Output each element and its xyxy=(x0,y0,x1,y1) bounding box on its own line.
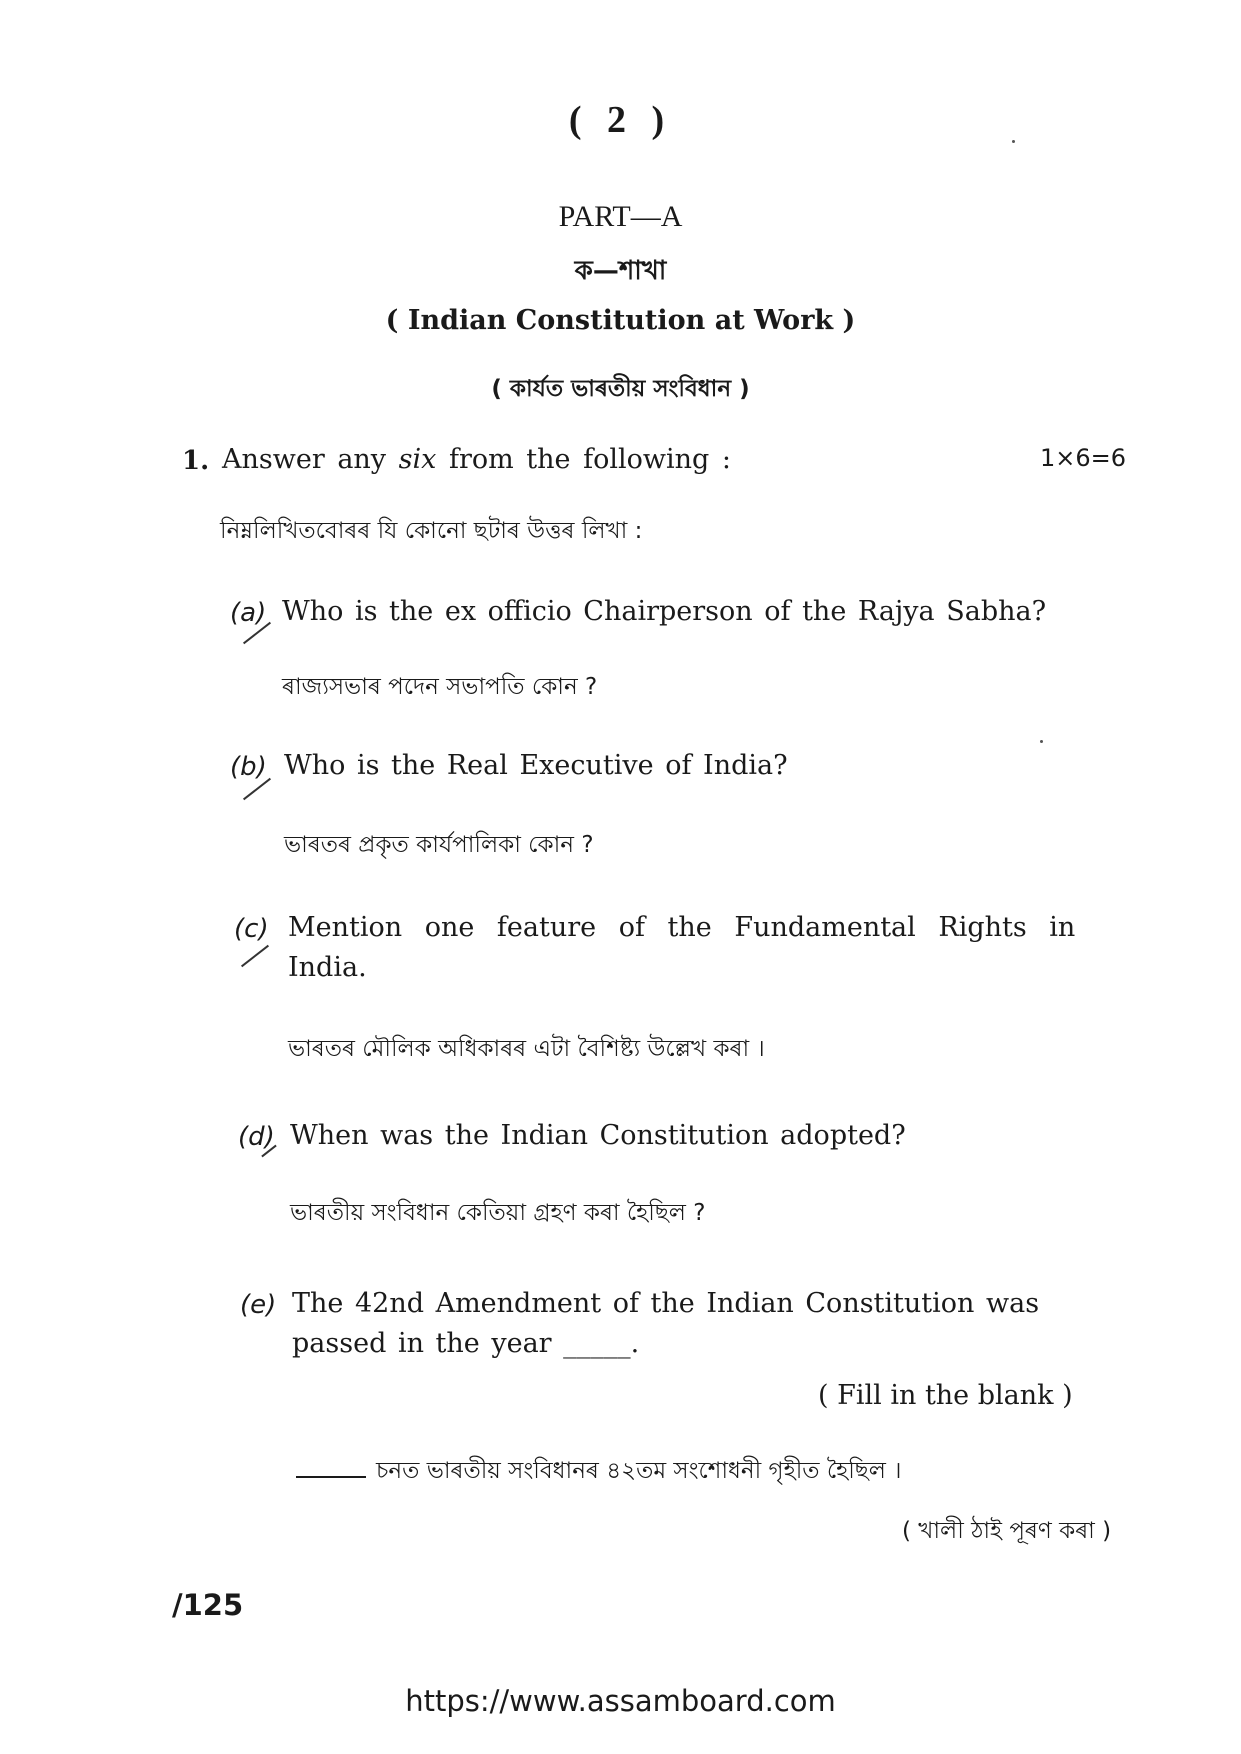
subquestion-e-text-assamese-body: চনত ভাৰতীয় সংবিধানৰ ৪২তম সংশোধনী গৃহীত হৈছিল । xyxy=(376,1458,902,1484)
section-title-assamese: ( কার্যত ভাৰতীয় সংবিধান ) xyxy=(491,376,750,402)
subquestion-a-label: (a) xyxy=(230,598,267,628)
subquestion-e-text-line2: passed in the year _____. xyxy=(292,1328,640,1359)
question-text xyxy=(222,444,731,475)
part-title: PART—A xyxy=(558,200,683,233)
subquestion-b-label: (b) xyxy=(230,752,267,782)
question-number: 1. xyxy=(182,446,210,476)
page-number: ( 2 ) xyxy=(568,99,673,141)
subquestion-d-label: (d) xyxy=(238,1122,275,1152)
subquestion-c-text-line1: Mention one feature of the Fundamental Rights in xyxy=(288,912,1076,943)
subquestion-c-label: (c) xyxy=(234,914,269,944)
question-text-emphasis: six xyxy=(398,444,437,475)
subquestion-a-text: Who is the ex officio Chairperson of the Rajya Sabha? xyxy=(282,596,1047,627)
part-title-assamese: ক—শাখা xyxy=(574,256,667,286)
question-text-before: Answer any xyxy=(222,444,387,475)
subquestion-e-text-assamese xyxy=(296,1452,901,1491)
fill-in-blank-note: ( Fill in the blank ) xyxy=(818,1380,1073,1411)
footer-url[interactable]: https://www.assamboard.com xyxy=(405,1684,836,1718)
subquestion-c-text-assamese: ভাৰতৰ মৌলিক অধিকাৰৰ এটা বৈশিষ্ট্য উল্লেখ কৰা । xyxy=(288,1036,765,1062)
subquestion-d-text: When was the Indian Constitution adopted? xyxy=(290,1120,906,1151)
question-marks: 1×6=6 xyxy=(1040,444,1127,472)
question-instruction-assamese: নিম্নলিখিতবোৰৰ যি কোনো ছটাৰ উত্তৰ লিখা : xyxy=(220,518,643,544)
fill-in-blank-note-assamese: ( খালী ঠাই পূৰণ কৰা ) xyxy=(902,1518,1112,1544)
question-text-after: from the following : xyxy=(448,444,731,475)
subquestion-e-text-line1: The 42nd Amendment of the Indian Constitution was xyxy=(292,1288,1040,1319)
scan-speck xyxy=(1040,740,1043,743)
subquestion-d-text-assamese: ভাৰতীয় সংবিধান কেতিয়া গ্ৰহণ কৰা হৈছিল ? xyxy=(290,1200,706,1226)
section-title: ( Indian Constitution at Work ) xyxy=(385,305,856,336)
subquestion-e-label: (e) xyxy=(240,1290,277,1320)
tick-mark xyxy=(241,945,269,968)
subquestion-b-text: Who is the Real Executive of India? xyxy=(284,750,788,781)
subquestion-b-text-assamese: ভাৰতৰ প্ৰকৃত কাৰ্যপালিকা কোন ? xyxy=(284,832,594,858)
scan-speck xyxy=(1012,140,1015,143)
subquestion-c-text-line2: India. xyxy=(288,952,367,983)
answer-blank xyxy=(296,1476,366,1478)
subquestion-a-text-assamese: ৰাজ্যসভাৰ পদেন সভাপতি কোন ? xyxy=(282,674,598,700)
page-code: /125 xyxy=(172,1588,244,1622)
